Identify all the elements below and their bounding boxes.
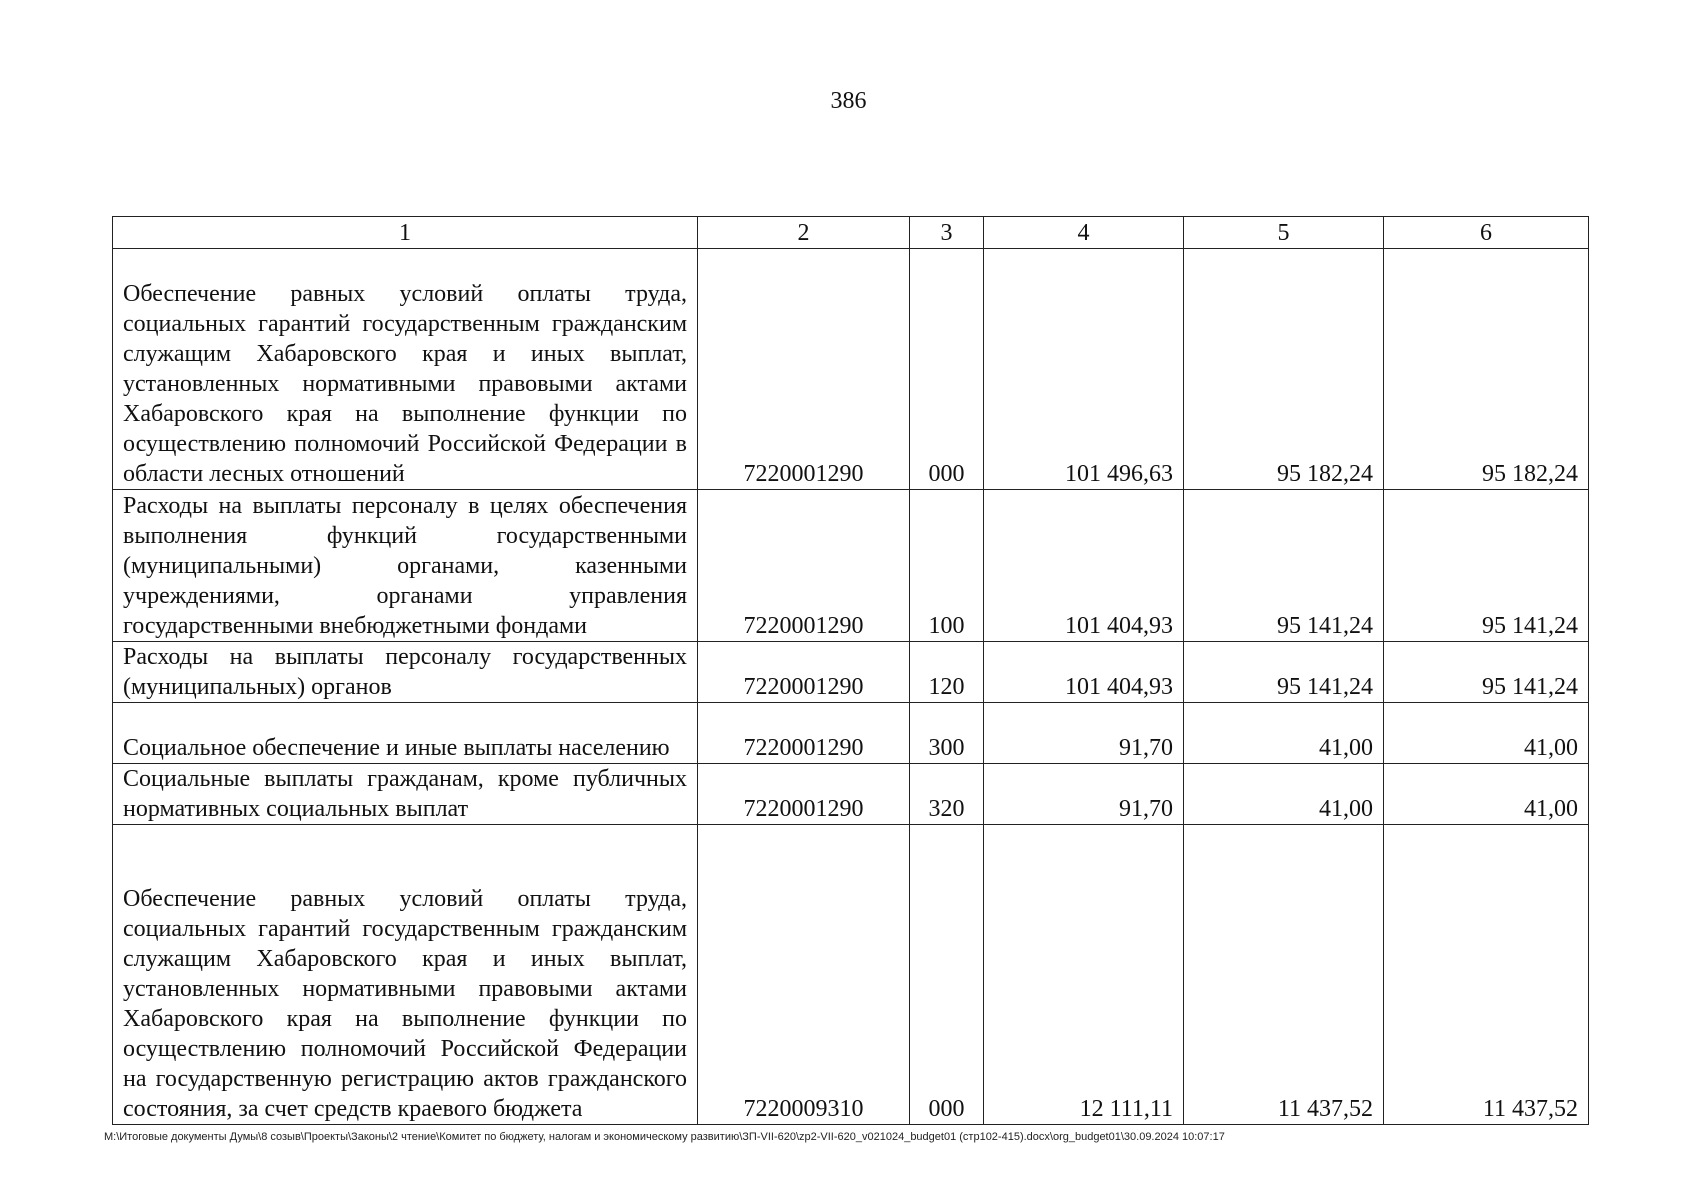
row-value-col5: 95 182,24 [1184,249,1384,490]
row-description: Обеспечение равных условий оплаты труда, социальных гарантий государственным гражданским служащим Хабаровского края и иных выплат, установленных нормативными правовыми актами Хабаровского края на выполнение функции по осуществлению полномочий Российской Федерации в области лесных отношений [113,249,698,490]
row-description: Социальное обеспечение и иные выплаты населению [113,703,698,764]
row-description: Социальные выплаты гражданам, кроме публичных нормативных социальных выплат [113,764,698,825]
row-expense-type: 120 [910,642,984,703]
column-header-5: 5 [1184,217,1384,249]
column-number-header-row [113,217,1589,249]
table-row [113,642,1589,703]
row-value-col4: 101 496,63 [984,249,1184,490]
row-value-col4: 12 111,11 [984,825,1184,1125]
row-expense-type: 000 [910,825,984,1125]
row-value-col5: 41,00 [1184,764,1384,825]
row-target-code: 7220001290 [698,642,910,703]
row-value-col6: 95 182,24 [1384,249,1589,490]
document-file-path: М:\Итоговые документы Думы\8 созыв\Проекты\Законы\2 чтение\Комитет по бюджету, налогам и экономическому развитию\ЗП-VII-620\zp2-VII-620_v021024_budget01 (стр102-415).docx\org_budget01\30.09.2024 10:07:17 [104,1131,1225,1143]
row-target-code: 7220001290 [698,703,910,764]
row-value-col4: 91,70 [984,703,1184,764]
row-value-col5: 11 437,52 [1184,825,1384,1125]
row-value-col6: 41,00 [1384,703,1589,764]
row-description: Расходы на выплаты персоналу государственных (муниципальных) органов [113,642,698,703]
table-row [113,825,1589,1125]
row-value-col6: 11 437,52 [1384,825,1589,1125]
table-row [113,764,1589,825]
column-header-6: 6 [1384,217,1589,249]
column-header-2: 2 [698,217,910,249]
column-header-4: 4 [984,217,1184,249]
row-value-col4: 91,70 [984,764,1184,825]
table-row [113,703,1589,764]
row-value-col5: 95 141,24 [1184,642,1384,703]
row-target-code: 7220009310 [698,825,910,1125]
row-expense-type: 100 [910,490,984,642]
table-row [113,490,1589,642]
row-description: Обеспечение равных условий оплаты труда, социальных гарантий государственным гражданским служащим Хабаровского края и иных выплат, установленных нормативными правовыми актами Хабаровского края на выполнение функции по осуществлению полномочий Российской Федерации на государственную регистрацию актов гражданского состояния, за счет средств краевого бюджета [113,825,698,1125]
row-description: Расходы на выплаты персоналу в целях обеспечения выполнения функций государственными (муниципальными) органами, казенными учреждениями, органами управления государственными внебюджетными фондами [113,490,698,642]
budget-table [112,216,1589,1125]
page-number: 386 [830,88,867,114]
table-row [113,249,1589,490]
row-expense-type: 000 [910,249,984,490]
row-value-col4: 101 404,93 [984,490,1184,642]
row-target-code: 7220001290 [698,249,910,490]
column-header-1: 1 [113,217,698,249]
row-value-col5: 41,00 [1184,703,1384,764]
row-value-col6: 95 141,24 [1384,642,1589,703]
row-value-col5: 95 141,24 [1184,490,1384,642]
row-value-col4: 101 404,93 [984,642,1184,703]
row-expense-type: 300 [910,703,984,764]
column-header-3: 3 [910,217,984,249]
row-value-col6: 95 141,24 [1384,490,1589,642]
row-expense-type: 320 [910,764,984,825]
row-target-code: 7220001290 [698,490,910,642]
row-value-col6: 41,00 [1384,764,1589,825]
row-target-code: 7220001290 [698,764,910,825]
